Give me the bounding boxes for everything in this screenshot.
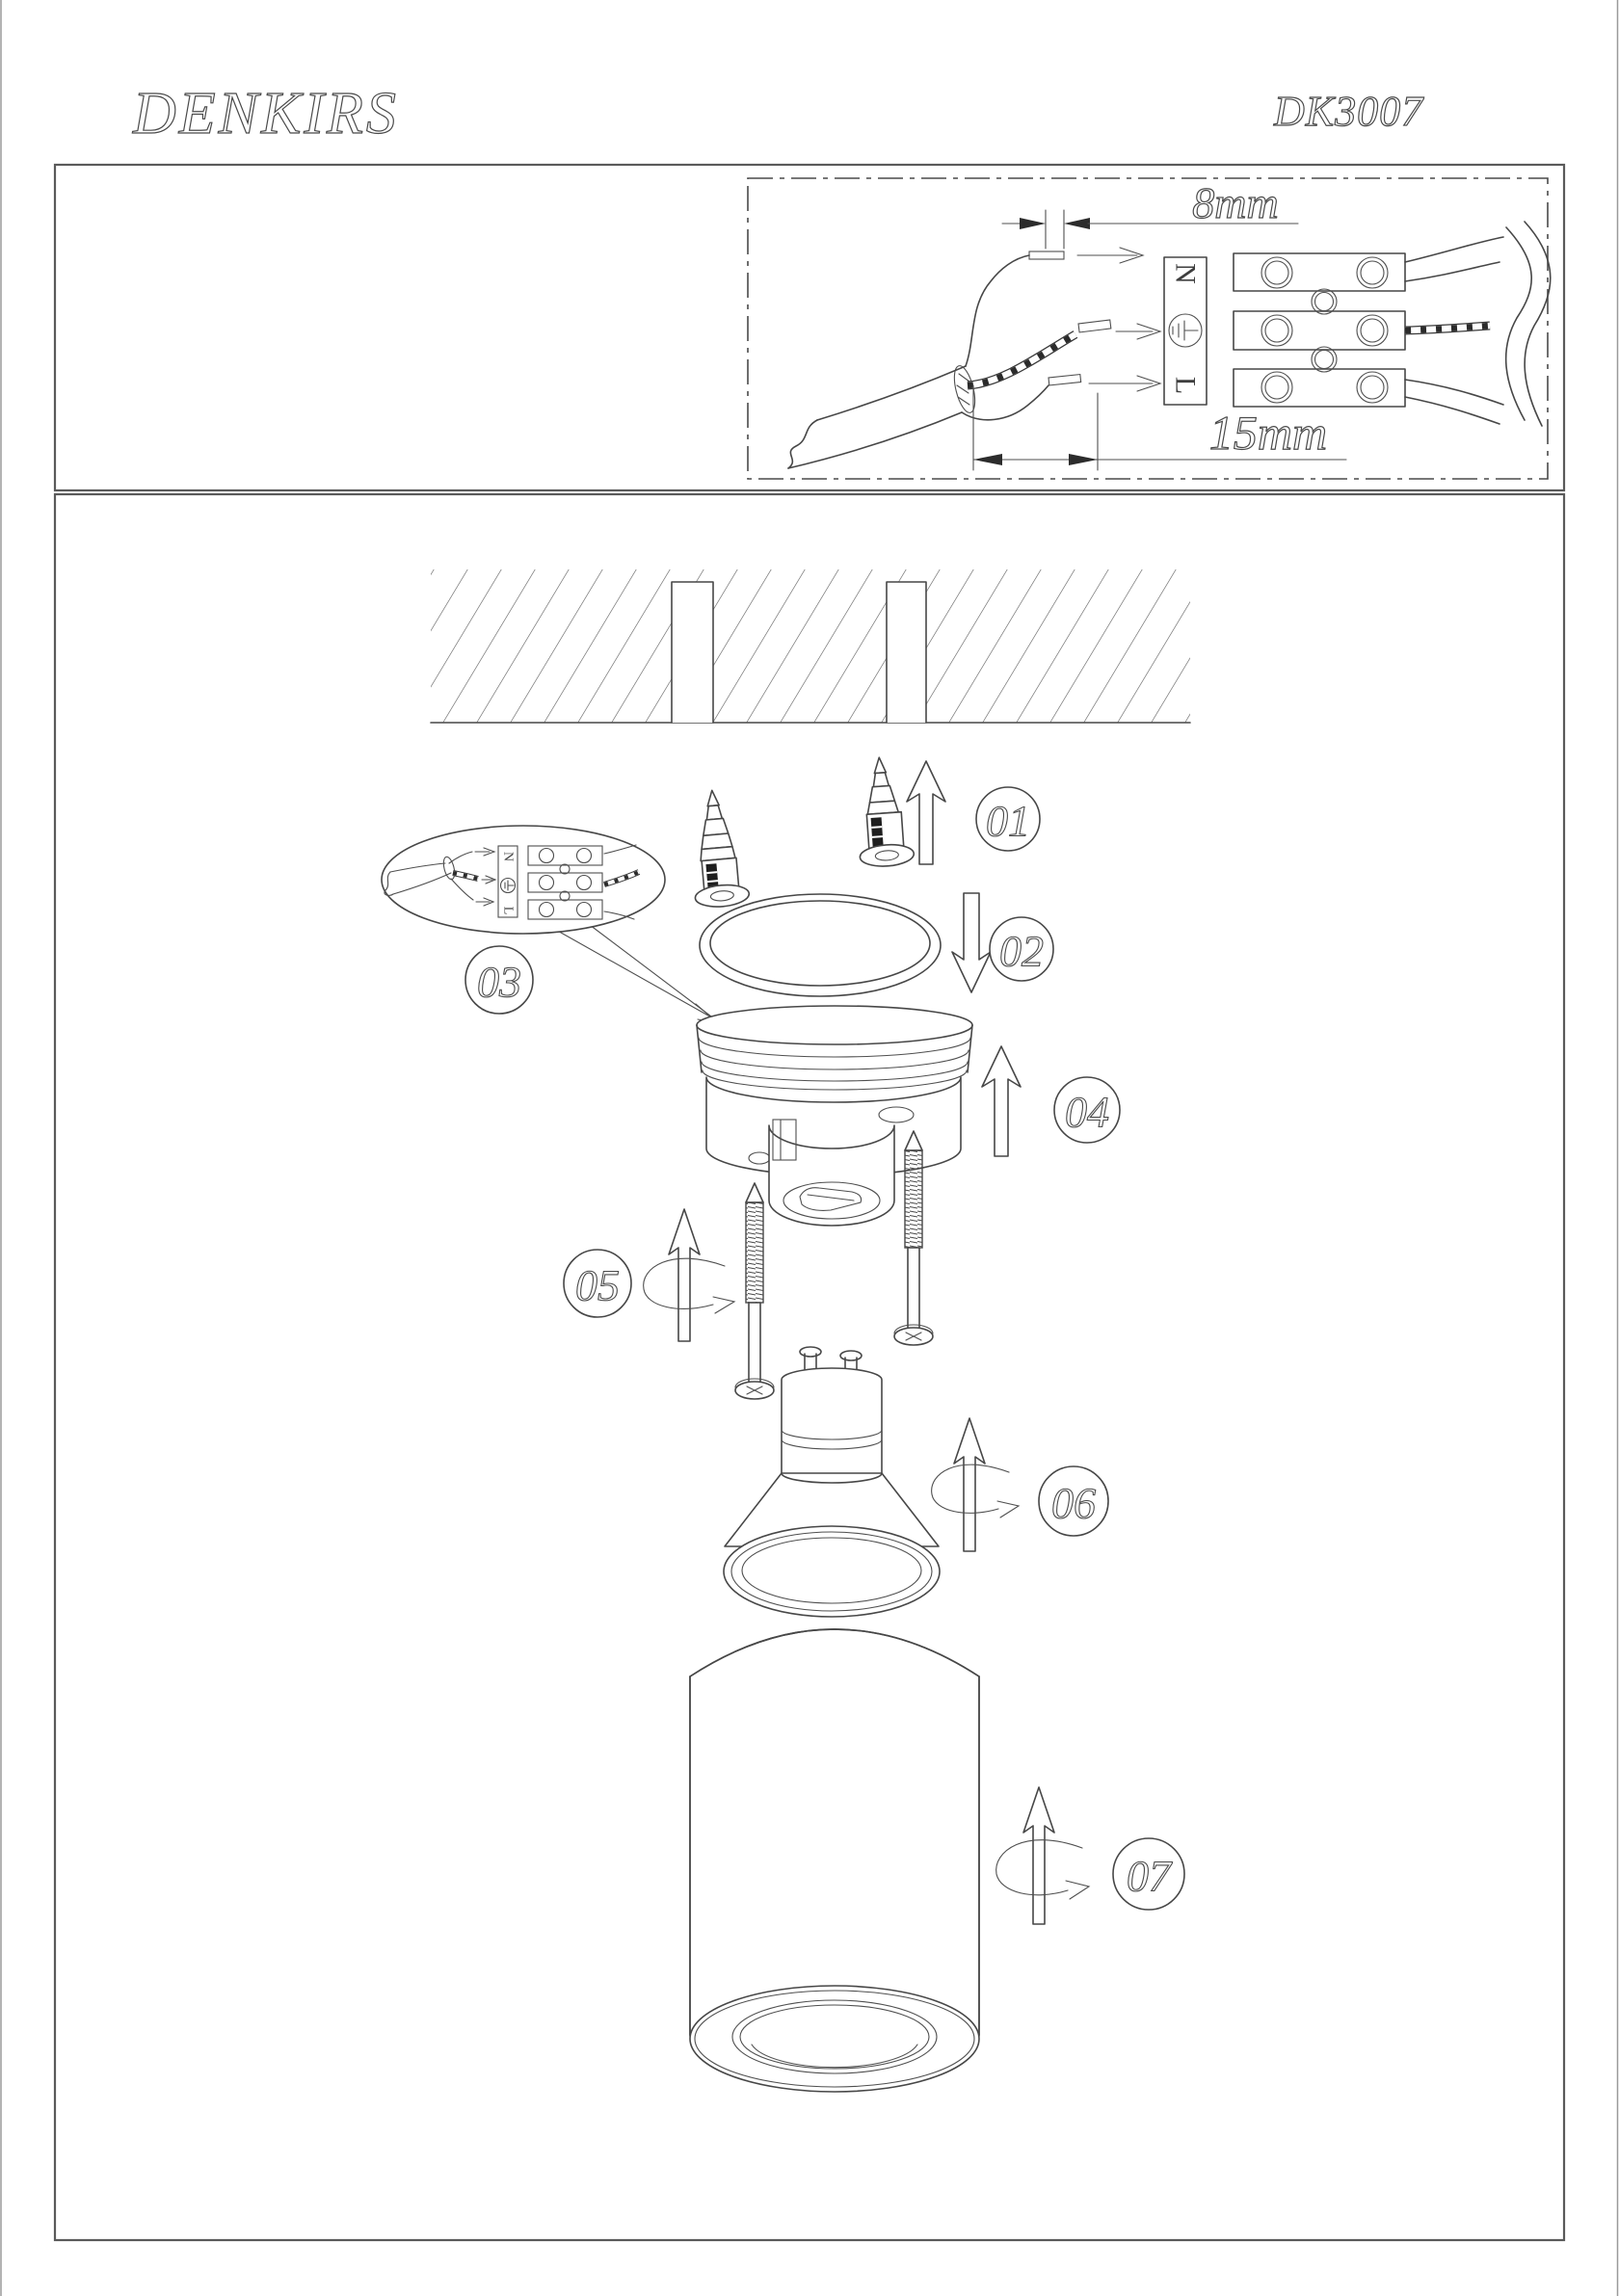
header <box>132 81 1424 146</box>
terminal-label-strip <box>1164 257 1207 405</box>
supply-cable <box>788 364 979 468</box>
model-number: DK3007 <box>1274 88 1424 135</box>
step-03-badge <box>465 946 533 1014</box>
brand-logo: DENKIRS <box>133 81 399 146</box>
step-01-number: 01 <box>986 796 1030 846</box>
top-section-frame <box>55 165 1564 490</box>
threaded-collar <box>697 1006 972 1090</box>
step-02-badge <box>990 917 1053 981</box>
mini-neutral-label: N <box>500 851 516 862</box>
mounting-screw-left <box>735 1183 774 1399</box>
dimension-15mm <box>973 385 1346 470</box>
earth-ground-icon <box>1169 314 1202 347</box>
drill-hole-right <box>887 582 926 723</box>
step-05-badge <box>564 1250 631 1317</box>
step-01-direction-arrow-icon <box>907 761 945 864</box>
dimension-8mm <box>1002 178 1298 249</box>
dim-15mm-label: 15mm <box>1208 406 1328 460</box>
step-04-badge <box>1054 1077 1120 1143</box>
step-06-number: 06 <box>1051 1478 1096 1528</box>
fixture-wires <box>1405 222 1551 426</box>
step-04-number: 04 <box>1065 1087 1109 1137</box>
step-06-rotation-arrow-icon <box>932 1418 1019 1551</box>
terminal-block <box>1234 253 1405 407</box>
wiring-detail-panel <box>748 178 1551 479</box>
step-05-number: 05 <box>575 1260 620 1310</box>
step-07-rotation-arrow-icon <box>996 1787 1089 1924</box>
wall-anchor-left <box>686 788 750 909</box>
step-04-direction-arrow-icon <box>982 1046 1021 1156</box>
step-07-number: 07 <box>1127 1851 1171 1901</box>
terminal-live-label: L <box>1169 376 1202 395</box>
gasket-ring <box>700 894 941 996</box>
step-02-number: 02 <box>999 926 1044 976</box>
step-02-direction-arrow-icon <box>952 893 991 992</box>
step-07-badge <box>1113 1838 1184 1910</box>
step-03-number: 03 <box>477 957 521 1007</box>
wall-anchor-right <box>853 755 915 868</box>
ceiling <box>431 569 1190 723</box>
step-05-rotation-arrow-icon <box>644 1209 734 1341</box>
dim-8mm-label: 8mm <box>1192 178 1279 227</box>
step-06-badge <box>1039 1466 1108 1536</box>
mini-live-label: L <box>500 906 516 915</box>
step-01-badge <box>976 787 1040 851</box>
shade-cylinder <box>690 1629 979 2092</box>
callout-tail <box>554 925 715 1019</box>
drill-hole-left <box>672 582 713 723</box>
terminal-neutral-label: N <box>1169 263 1202 284</box>
wiring-callout-balloon <box>382 826 718 1023</box>
mounting-base <box>697 1006 972 1226</box>
